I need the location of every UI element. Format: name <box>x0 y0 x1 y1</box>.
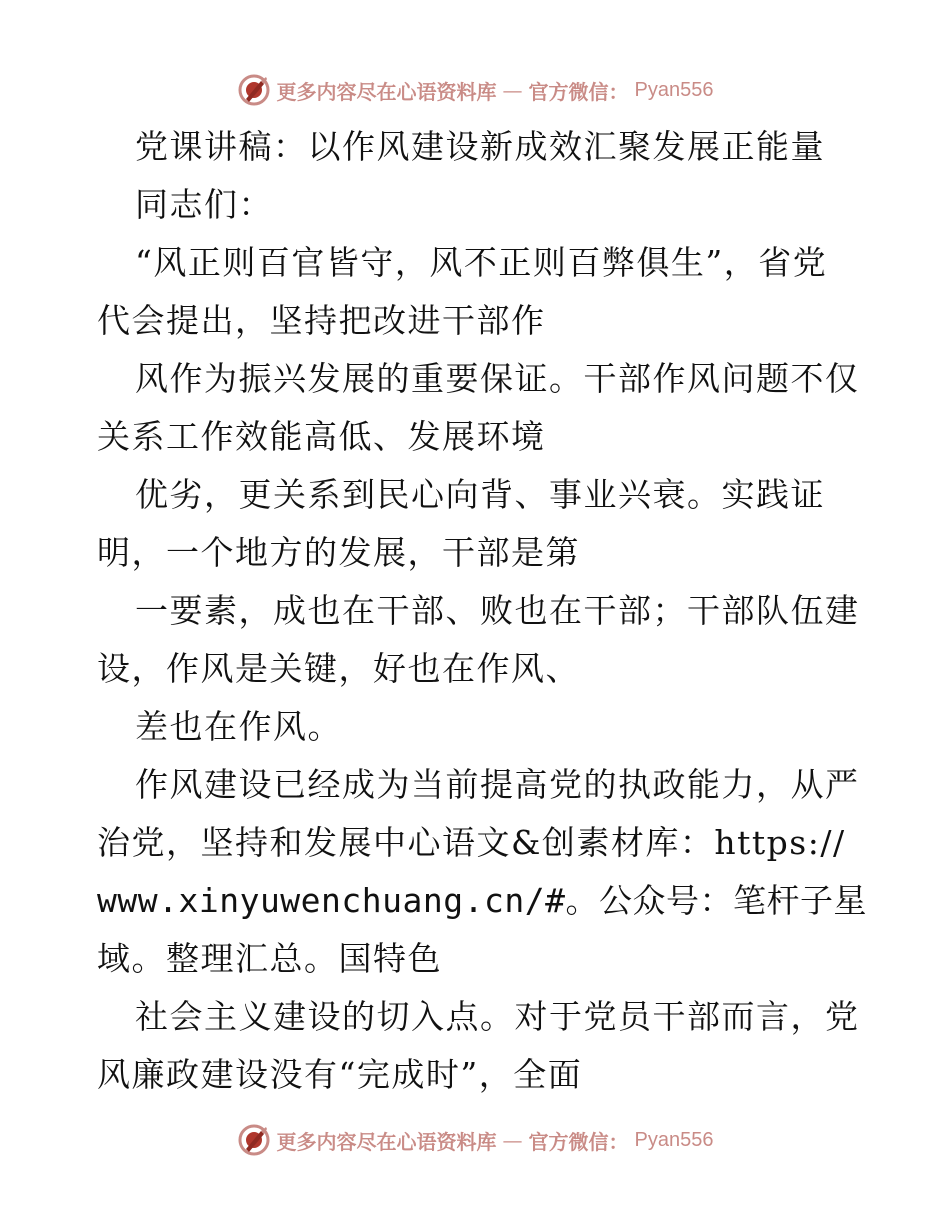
text-line: 优劣，更关系到民心向背、事业兴衰。实践证 <box>135 475 825 514</box>
watermark-dash: — <box>502 78 523 102</box>
brand-logo-icon <box>237 73 271 107</box>
text-line: 设，作风是关键，好也在作风、 <box>97 649 580 688</box>
text-line: 一要素，成也在干部、败也在干部；干部队伍建 <box>135 591 860 630</box>
watermark-id: Pyan556 <box>634 78 714 101</box>
watermark-sub: 官方微信： <box>528 1129 629 1154</box>
salutation: 同志们： <box>135 185 273 224</box>
brand-logo-icon <box>237 1123 271 1157</box>
text-line: 域。整理汇总。国特色 <box>97 939 442 978</box>
watermark-brand <box>237 1123 714 1157</box>
text-line: 代会提出，坚持把改进干部作 <box>97 301 546 340</box>
text-line: “风正则百官皆守，风不正则百弊俱生”，省党 <box>135 243 828 282</box>
text-line-url: www.xinyuwenchuang.cn/#。公众号：笔杆子星 <box>97 881 867 920</box>
watermark-id: Pyan556 <box>634 1128 714 1151</box>
document-body <box>97 118 867 1104</box>
text-line: 治党，坚持和发展中心语文&创素材库：https:// <box>97 823 846 862</box>
watermark-text: 更多内容尽在心语资料库 <box>276 1129 497 1154</box>
text-line: 风作为振兴发展的重要保证。干部作风问题不仅 <box>135 359 860 398</box>
text-line: 差也在作风。 <box>135 707 342 746</box>
text-line: 风廉政建设没有“完成时”，全面 <box>97 1055 583 1094</box>
watermark-sub: 官方微信： <box>528 79 629 104</box>
text-line: 关系工作效能高低、发展环境 <box>97 417 546 456</box>
page-header-watermark <box>0 70 950 110</box>
page-footer-watermark <box>0 1120 950 1160</box>
text-line: 作风建设已经成为当前提高党的执政能力，从严 <box>135 765 860 804</box>
document-title: 党课讲稿：以作风建设新成效汇聚发展正能量 <box>135 127 825 166</box>
watermark-text: 更多内容尽在心语资料库 <box>276 79 497 104</box>
text-line: 明，一个地方的发展，干部是第 <box>97 533 580 572</box>
text-line: 社会主义建设的切入点。对于党员干部而言，党 <box>135 997 860 1036</box>
watermark-brand <box>237 73 714 107</box>
watermark-dash: — <box>502 1128 523 1152</box>
